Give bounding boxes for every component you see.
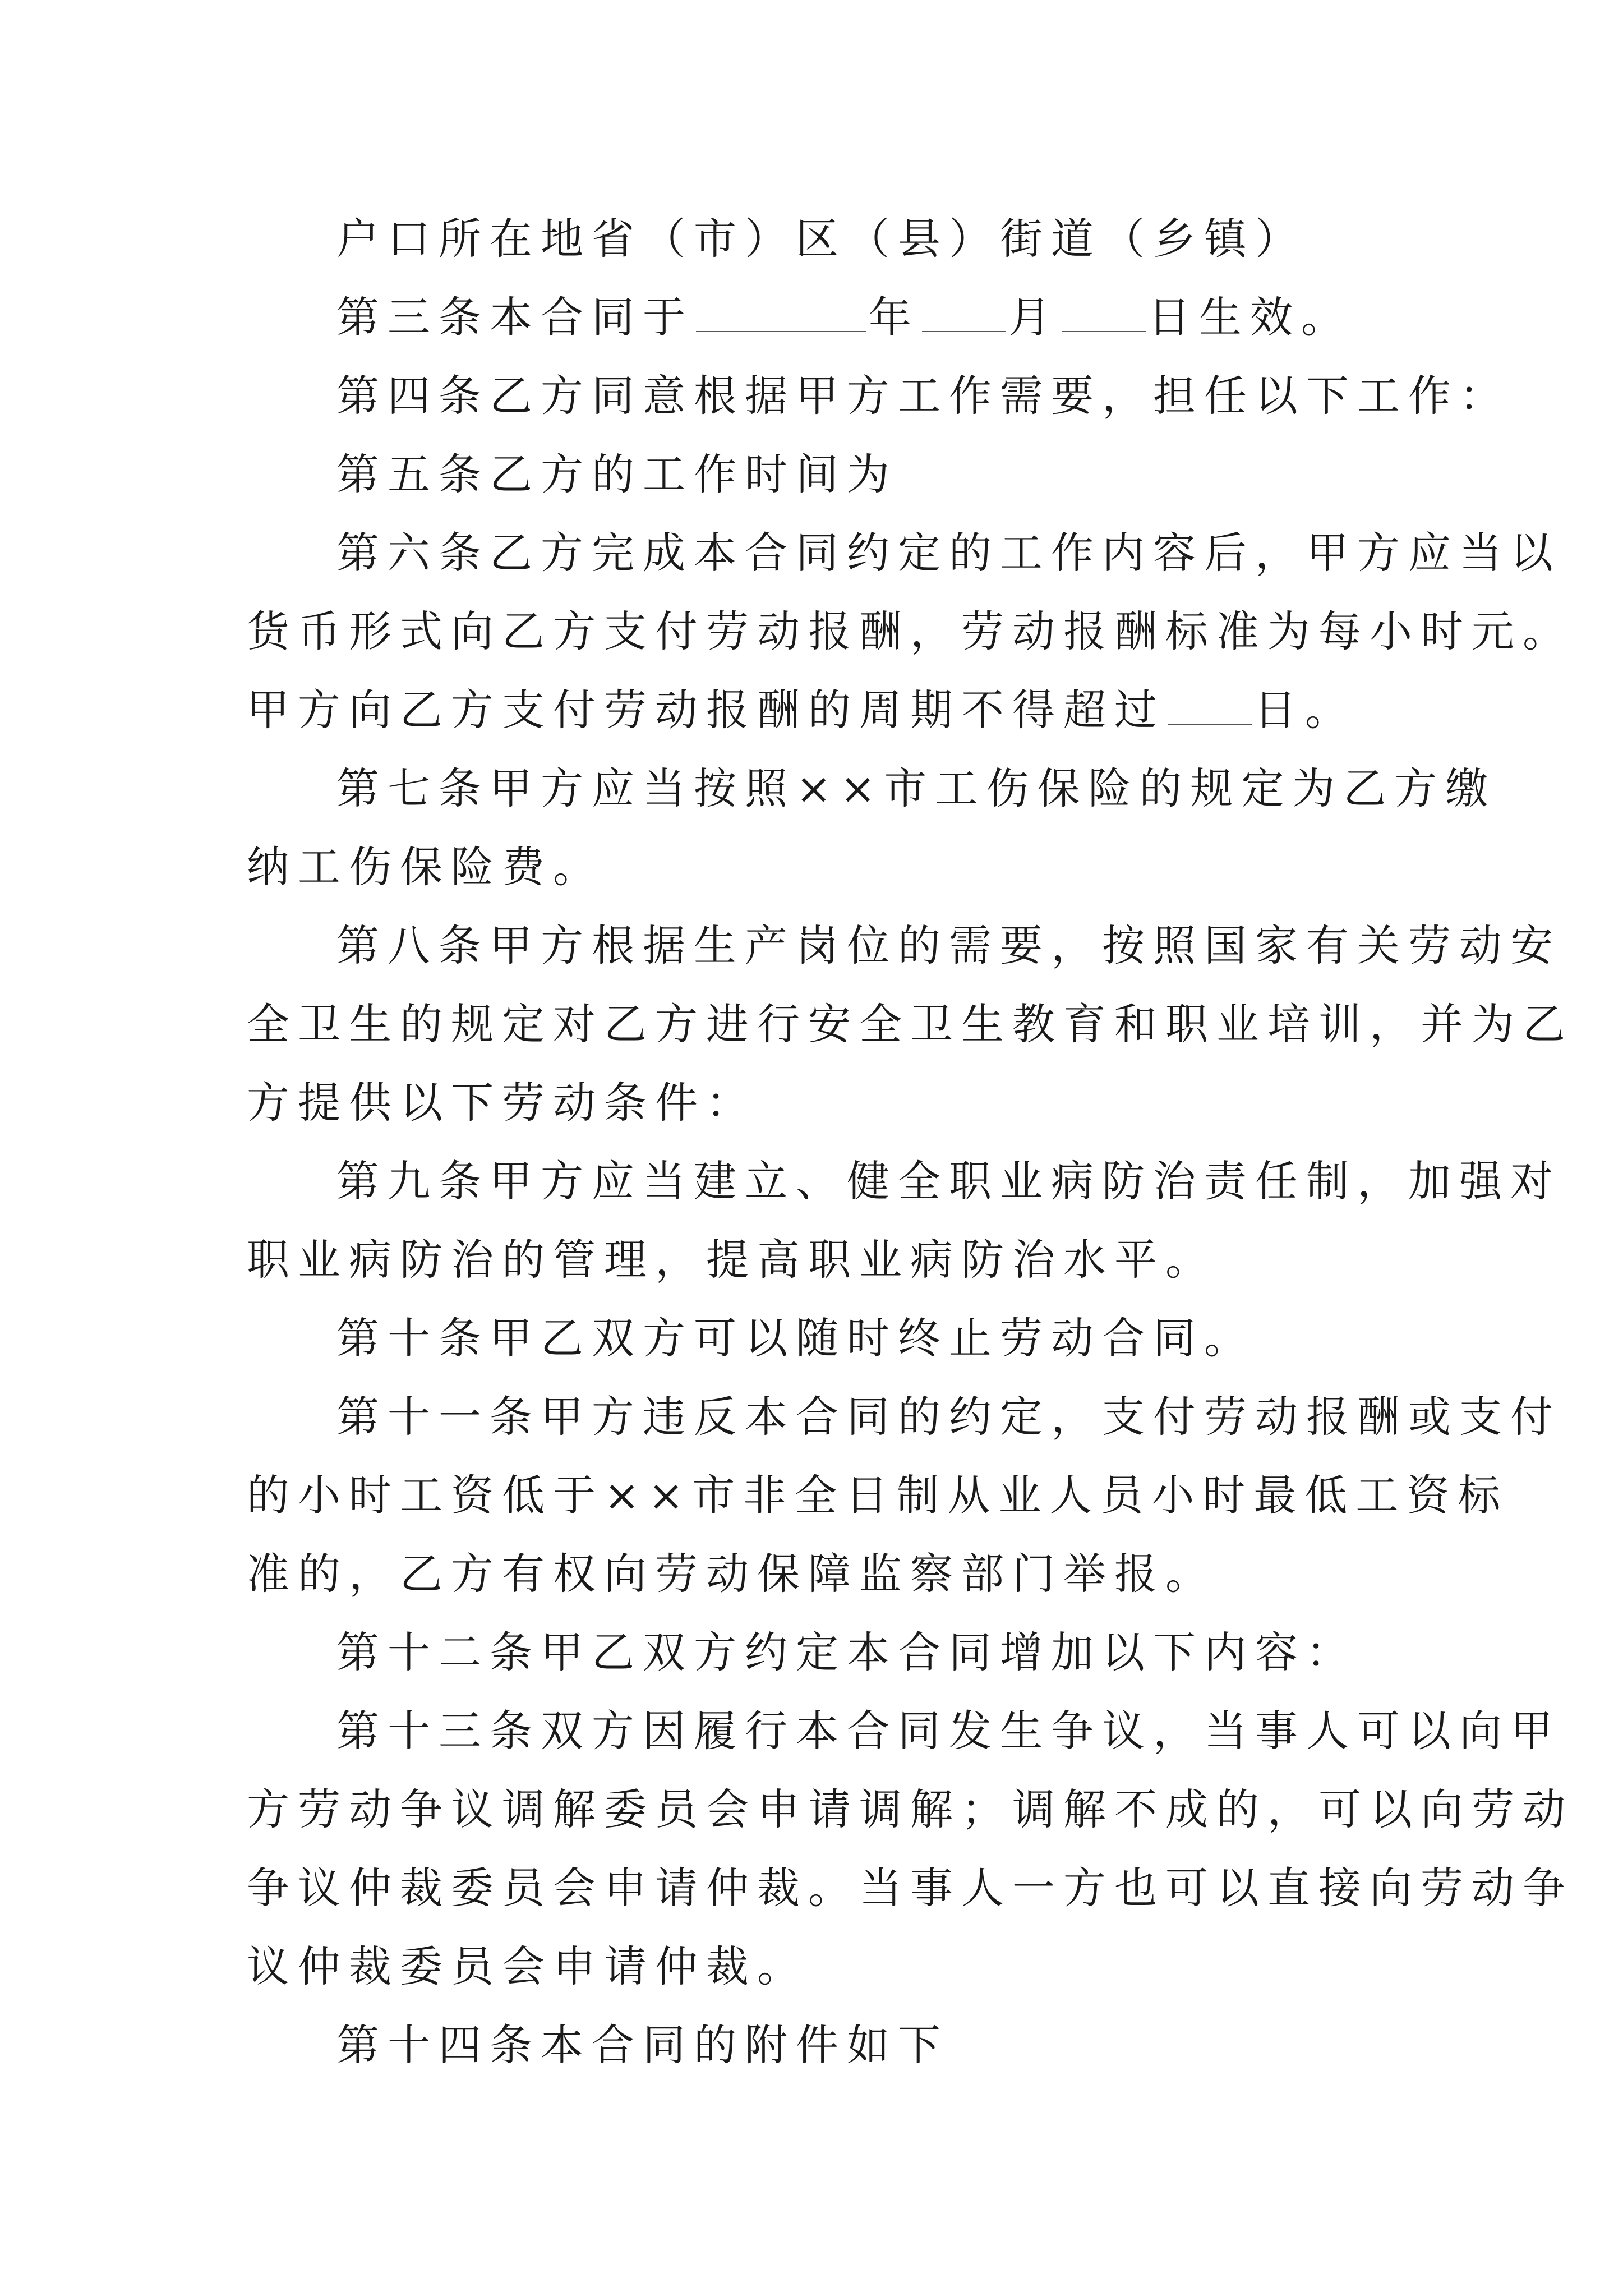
article-13-line-1: 第十三条双方因履行本合同发生争议，当事人可以向甲 — [336, 1706, 1561, 1756]
article-7-line-1: 第七条甲方应当按照××市工伤保险的规定为乙方缴 — [336, 763, 1497, 813]
article-12: 第十二条甲乙双方约定本合同增加以下内容： — [336, 1627, 1357, 1677]
article-14: 第十四条本合同的附件如下 — [336, 2020, 949, 2070]
line-hukou-location: 户口所在地省（市）区（县）街道（乡镇） — [336, 214, 1306, 264]
article-6-line-3: 甲方向乙方支付劳动报酬的周期不得超过 日。 — [247, 685, 1356, 735]
article-9-line-1: 第九条甲方应当建立、健全职业病防治责任制，加强对 — [336, 1156, 1561, 1206]
article-11-line-2: 的小时工资低于××市非全日制从业人员小时最低工资标 — [247, 1470, 1509, 1520]
payment-period-blank — [1168, 689, 1252, 725]
day-blank — [1062, 296, 1146, 332]
article-11-line-3: 准的，乙方有权向劳动保障监察部门举报。 — [247, 1549, 1216, 1599]
article-9-line-2: 职业病防治的管理，提高职业病防治水平。 — [247, 1235, 1216, 1285]
article-13-line-4: 议仲裁委员会申请仲裁。 — [247, 1941, 808, 1991]
article-4: 第四条乙方同意根据甲方工作需要，担任以下工作： — [336, 371, 1510, 421]
article-8-line-2: 全卫生的规定对乙方进行安全卫生教育和职业培训，并为乙 — [247, 999, 1574, 1049]
month-blank — [922, 296, 1006, 332]
article-7-line-2: 纳工伤保险费。 — [247, 842, 604, 892]
year-blank — [696, 296, 866, 332]
article-8-line-3: 方提供以下劳动条件： — [247, 1078, 757, 1128]
article-13-line-3: 争议仲裁委员会申请仲裁。当事人一方也可以直接向劳动争 — [247, 1863, 1574, 1913]
article-10: 第十条甲乙双方可以随时终止劳动合同。 — [336, 1313, 1255, 1363]
article-13-line-2: 方劳动争议调解委员会申请调解；调解不成的，可以向劳动 — [247, 1784, 1574, 1834]
article-6-line-2: 货币形式向乙方支付劳动报酬，劳动报酬标准为每小时元。 — [247, 606, 1574, 656]
article-6-line-1: 第六条乙方完成本合同约定的工作内容后，甲方应当以 — [336, 528, 1561, 578]
article-5: 第五条乙方的工作时间为 — [336, 449, 898, 499]
article-11-line-1: 第十一条甲方违反本合同的约定，支付劳动报酬或支付 — [336, 1392, 1561, 1442]
article-3-effective-date: 第三条本合同于 年 月 日生效。 — [336, 292, 1352, 342]
article-8-line-1: 第八条甲方根据生产岗位的需要，按照国家有关劳动安 — [336, 921, 1561, 970]
